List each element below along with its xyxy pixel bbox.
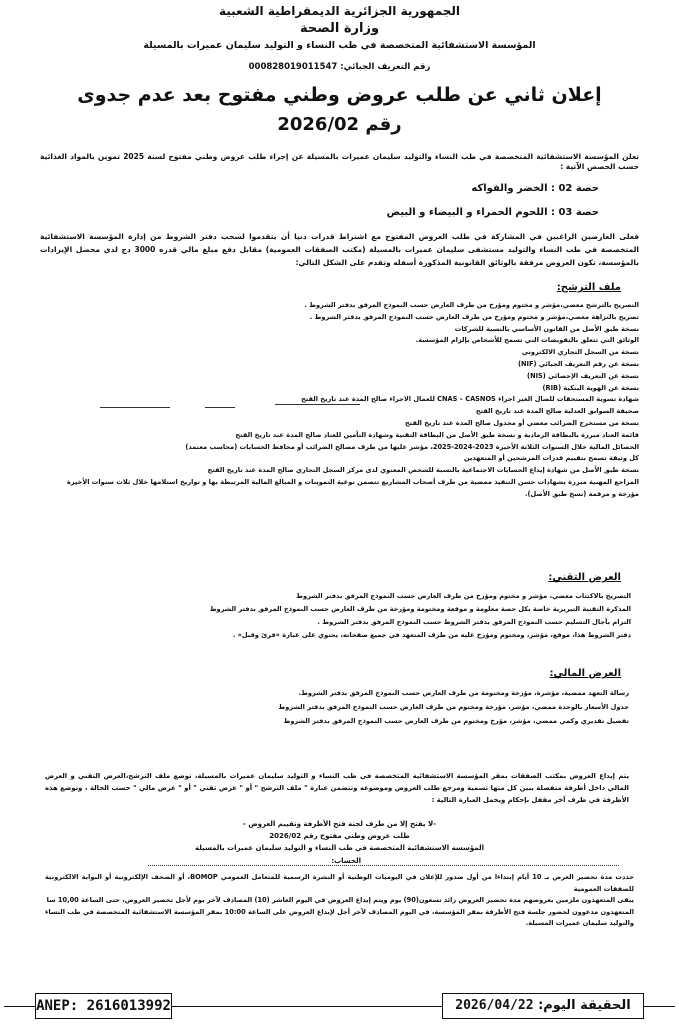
announcement-title: إعلان ثاني عن طلب عروض وطني مفتوح بعد عدم جدوى [77,84,602,106]
ministry-heading: وزارة الصحة [299,21,380,36]
intro-text: تعلن المؤسسة الاستشفائية المتخصصة في طب النساء والتوليد سليمان عميرات بالمسيلة عن إجراء طلب عروض وطني مفتوح لسنة 2025 تموين بالمواد الغذائية حسب الحصص الآتية : [40,152,639,171]
publication-date: 2026/04/22 [455,998,534,1013]
scan-mark [100,407,170,408]
closing-text: المتعهدون مدعوون لحضور جلسة فتح الأظرفة بمقر المؤسسة، في اليوم المصادف لآخر أجل لإيداع العروض على الساعة 10:00 بمقر المؤسسة الاستشفائية المتخصصة في طب النساء والتوليد سليمان عميرات المسيلة. [45,907,635,927]
list-item: جدول الأسعار بالوحدة ممضي، مؤشر، مؤرخة ومختوم من طرف العارض حسب النموذج المرفق بدفتر الشروط [278,703,629,711]
list-item: كل وثيقة تسمح بتقييم قدرات المرشحين أو المتعهدين [463,454,639,463]
list-item: نسخة من مستخرج الضرائب معضي أو مجدول صالح المدة عند تاريخ الفتح [405,418,639,427]
list-item: الحصائل المالية خلال السنوات الثلاثة الأخيرة 2023-2024-2025، مؤشر عليها من طرف مصالح الضرائب أو محافظ الحسابات (محاسب معتمد) [185,442,639,451]
lot-02: حصة 02 : الخضر والفواكه [471,183,599,194]
list-item: رسالة التعهد ممضية، مؤشرة، مؤرخة ومختومة من طرف العارض حسب النموذج المرفق بدفتر الشروط. [298,689,629,697]
list-item: التزام بآجال التسليم حسب النموذج المرفق بدفتر الشروط حسب النموذج المرفق بدفتر الشروط . [317,618,631,626]
scan-mark [205,407,235,408]
list-item: نسخة من السجل التجاري الالكتروني [521,348,639,357]
closing-paragraphs [45,872,634,930]
announcement-number: رقم 2026/02 [277,114,402,135]
list-item: تفصيل تقديري وكمي ممضي، مؤشر، مؤرخ ومختوم من طرف العارض حسب النموذج المرفق بدفتر الشروط [283,717,629,725]
technical-list [30,590,631,642]
lot-03: حصة 03 : اللحوم الحمراء و البيضاء و البيض [386,207,599,218]
newspaper-label: الحقيقة اليوم: [538,998,631,1013]
closing-text: حددت مدة تحضير العرض بـ 10 أيام إبتداءا من أول صدور للإعلان في اليوميات الوطنية أو النشرة الرسمية للمتعامل العمومي BOMOP، أو الصحف الإلكترونية أو البوابة الالكترونية للصفقات العمومية [45,873,634,893]
envelope-inscription [0,818,679,854]
dotted-separator [148,865,619,866]
republic-heading: الجمهورية الجزائرية الديمقراطية الشعبية [218,4,461,18]
list-item: تصريح بالنزاهة معضي،مؤشر و مختوم ومؤرخ من طرف العارض حسب النموذج المرفق بدفتر الشروط . [309,312,639,321]
submission-paragraph [45,770,629,806]
technical-title: العرض التقني: [548,572,621,583]
list-item: دفتر الشروط هذا، موقع، مؤشر، ومختوم ومؤرخ عليه من طرف المتعهد في جميع صفحاته، يحتوي على عبارة «قرئ وقبل» . [232,631,631,639]
list-item: الوثائق التي تتعلق بالتفويضات التي تسمح للأشخاص بإلزام المؤسسة. [415,336,639,345]
newspaper-date-box [442,993,644,1019]
intro-paragraph [40,152,639,172]
invitation-paragraph [40,230,639,269]
financial-title: العرض المالي: [549,668,621,679]
list-item: نسخة طبق الأصل من شهادة إيداع الحسابات الاجتماعية بالنسبة للشخص المعنوي لدى مركز السجل التجاري صالح المدة عند تاريخ الفتح [207,466,639,475]
closing-label: الحساب: [331,857,361,865]
candidature-title: ملف الترشح: [556,282,621,293]
candidature-list [30,300,639,501]
list-item: المراجع المهنية مبررة بشهادات حسن التنفيذ ممضية من طرف أصحاب المشاريع تتضمن نوعية التموينات و المبالغ المالية المرتبطة بها و تواريخ استلامها خلال ثلاث سنوات الأخيرة [66,477,639,486]
envelope-line: -لا يفتح إلا من طرف لجنة فتح الأظرفة وتقييم العروض - [242,820,437,828]
envelope-line: طلب عروض وطني مفتوح رقم 2026/02 [269,832,410,840]
list-item: قائمة العتاد مبررة بالبطاقة الرمادية و نسخة طبق الأصل من البطاقة التقنية وشهادة التأمين للعتاد صالح المدة عند تاريخ الفتح [235,430,639,439]
list-item: نسخة عن التعريف الإحصائي (NIS) [527,371,639,380]
list-item: التصريح بالاكتتاب معضي، مؤشر و مختوم ومؤرخ من طرف العارض حسب النموذج المرفق بدفتر الشروط [296,592,631,600]
list-item: صحيفة السوابق العدلية صالح المدة عند تاريخ الفتح [475,407,639,416]
envelope-line: المؤسسة الاستشفائية المتخصصة في طب النساء و التوليد سليمان عميرات بالمسيلة [195,844,484,852]
list-item: المذكرة التقنية التبريرية خاصة بكل حصة معلومة و موقعة ومختومة ومؤرخة من طرف العارض حسب النموذج المرفق بدفتر الشروط [209,605,631,613]
list-item: مؤرخة و مرقمة (نسخ طبق الأصل). [524,489,639,498]
tax-id: رقم التعريف الجبائي: 000828019011547 [248,62,431,72]
list-item: نسخة عن الهوية البنكية (RIB) [542,383,639,392]
submission-text: يتم إيداع العروض بمكتب الصفقات بمقر المؤسسة الاستشفائية المتخصصة في طب النساء و التوليد سليمان عميرات بالمسيلة، توضع ملف الترشح،العرض التقني و العرض المالي داخل أظرفة منفصلة يبين كل منها تسمية ومرجع طلب العروض وموضوعه وتتضمن عبارة " ملف الترشح " أو " عرض تقني " أو " عرض مالي " حسب الحالة ، وتوضع هذه الأظرفة في ظرف آخر مقفل بإحكام ويحمل العبارة التالية : [45,772,629,804]
list-item: التصريح بالترشح معضي،مؤشر و مختوم ومؤرخ من طرف العارض حسب النموذج المرفق بدفتر الشروط . [304,301,639,309]
list-item: شهادة تسوية المستحقات للصال الغير اجراء CNAS – CASNOS للعمال الاجراء صالح المدة عند تاريخ الفتح [301,395,639,404]
institution-heading: المؤسسة الاستشفائية المتخصصة في طب النساء و التوليد سليمان عميرات بالمسيلة [143,40,536,51]
financial-list [30,686,629,728]
list-item: نسخة طبق الأصل من القانون الأساسي بالنسبة للشركات [454,324,639,333]
list-item: نسخة عن رقم التعريف الجبائي (NIF) [517,359,639,368]
closing-text: يبقى المتعهدون ملزمين بعروضهم مدة تحضير العروض زائد تسعون(90) يوم ويتم إيداع العروض في اليوم العاشر (10) المصادف لآخر يوم لأجل تحضير العروض، حتى الساعة 10,00 سا [46,896,634,904]
scan-mark [275,404,360,405]
anep-reference: ANEP: 2616013992 [35,993,172,1019]
invitation-text: فعلى العارضين الراغبين في المشاركة في طلب العروض المفتوح مع اشتراط قدرات دنيا أن يتقدموا لسحب دفتر الشروط من إدارة المؤسسة الاستشفائية المتخصصة في طب النساء والتوليد مستشفى سليمان عميرات بالمسيلة (مكتب الصفقات العمومية) مقابل دفع مبلغ مالي قدره 3000 دج لدى محصل الإيرادات بالمؤسسة، تكون العروض مرفقة بالوثائق القانونية المذكورة أسفله وتقدم على الشكل التالي: [40,232,639,267]
